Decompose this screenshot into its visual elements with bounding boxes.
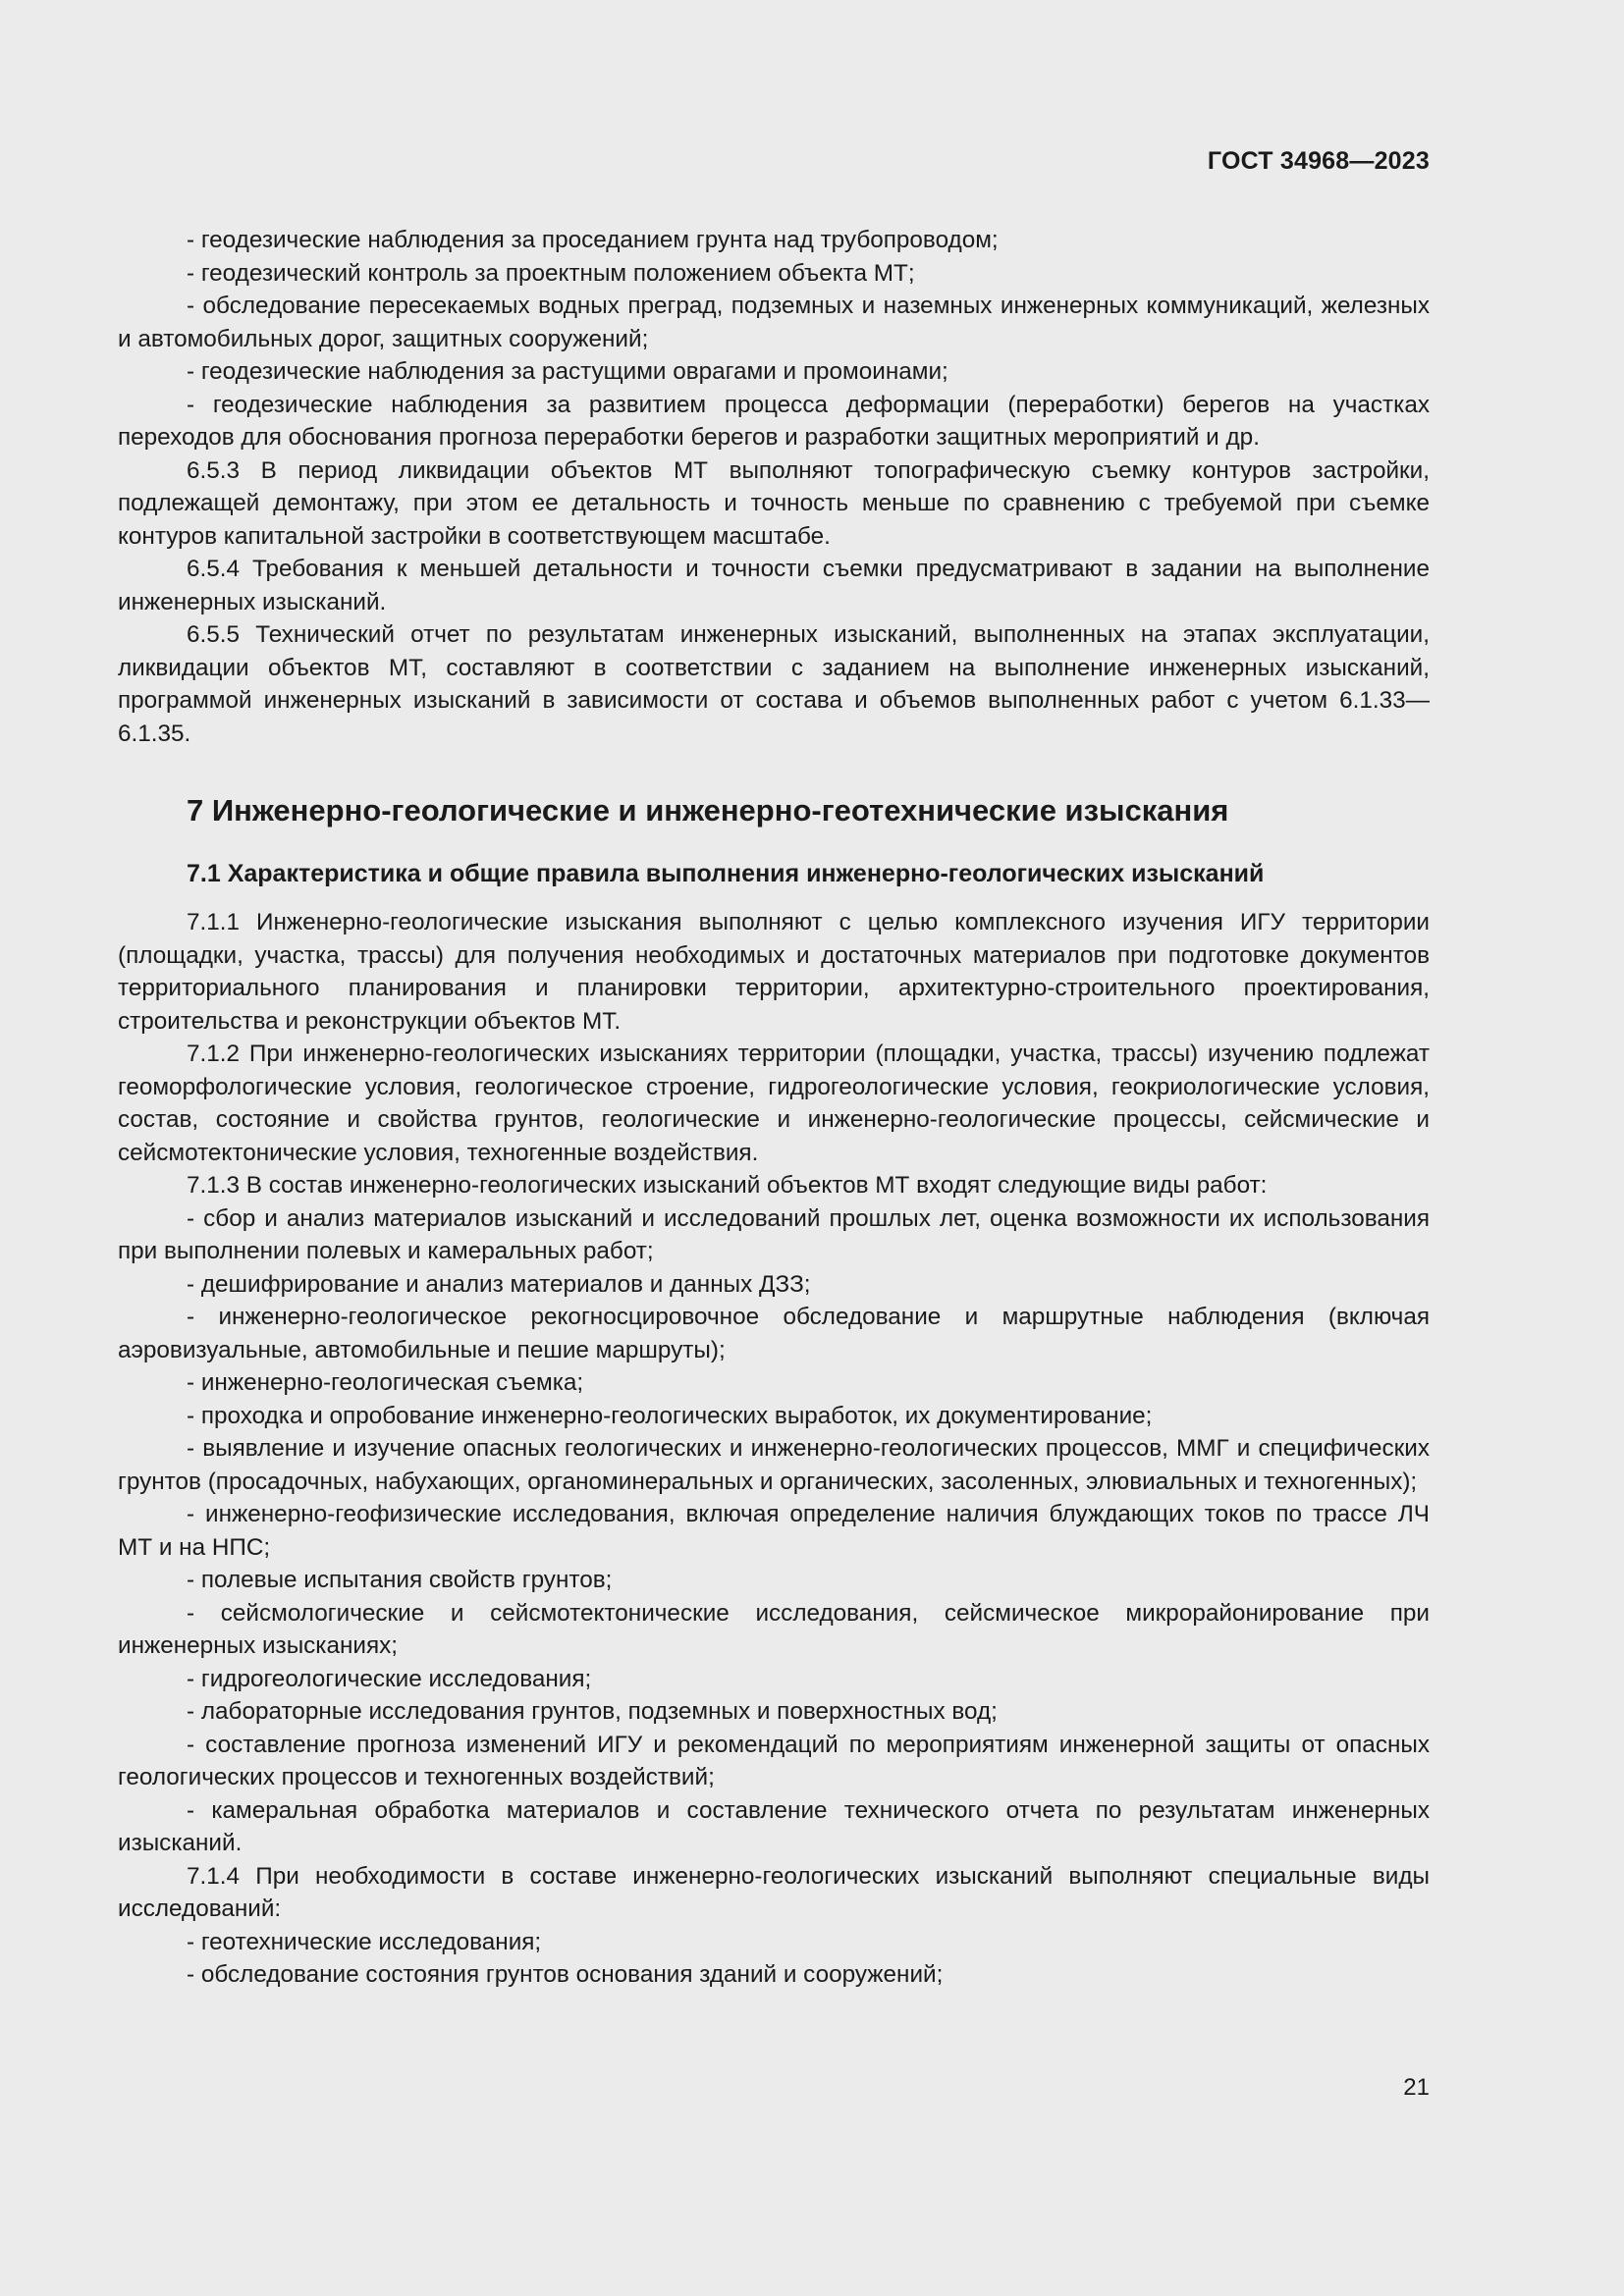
list-item: - дешифрирование и анализ материалов и данных ДЗЗ; bbox=[187, 1270, 811, 1298]
list-item: - камеральная обработка материалов и составление технического отчета по результатам инженерных изысканий. bbox=[118, 1796, 1430, 1856]
paragraph-7-1-2: 7.1.2 При инженерно-геологических изысканиях территории (площадки, участка, трассы) изучению подлежат геоморфологические условия, геологическое строение, гидрогеологические условия, геокриологические условия, состав, состояние и свойства грунтов, геологические и инженерно-геологические процессы, сейсмические и сейсмотектонические условия, техногенные воздействия. bbox=[118, 1041, 1430, 1166]
list-item: - проходка и опробование инженерно-геологических выработок, их документирование; bbox=[187, 1402, 1153, 1429]
list-item: - инженерно-геологическая съемка; bbox=[187, 1369, 584, 1396]
document-body bbox=[118, 224, 1430, 1992]
list-item: - инженерно-геологическое рекогносцировочное обследование и маршрутные наблюдения (включая аэровизуальные, автомобильные и пешие маршруты); bbox=[118, 1304, 1430, 1363]
paragraph-7-1-1: 7.1.1 Инженерно-геологические изыскания выполняют с целью комплексного изучения ИГУ территории (площадки, участка, трассы) для получения необходимых и достаточных материалов при подготовке документов территориального планирования и планировки территории, архитектурно-строительного проектирования, строительства и реконструкции объектов МТ. bbox=[118, 909, 1430, 1035]
document-header: ГОСТ 34968—2023 bbox=[1207, 147, 1430, 175]
list-item: - геодезический контроль за проектным положением объекта МТ; bbox=[187, 259, 915, 287]
list-item: - обследование пересекаемых водных преград, подземных и наземных инженерных коммуникаций, железных и автомобильных дорог, защитных сооружений; bbox=[118, 293, 1430, 352]
list-item: - сбор и анализ материалов изысканий и исследований прошлых лет, оценка возможности их использования при выполнении полевых и камеральных работ; bbox=[118, 1204, 1430, 1264]
paragraph-6-5-4: 6.5.4 Требования к меньшей детальности и точности съемки предусматривают в задании на выполнение инженерных изысканий. bbox=[118, 556, 1430, 615]
paragraph-7-1-3: 7.1.3 В состав инженерно-геологических изысканий объектов МТ входят следующие виды работ: bbox=[187, 1172, 1268, 1199]
paragraph-7-1-4: 7.1.4 При необходимости в составе инженерно-геологических изысканий выполняют специальные виды исследований: bbox=[118, 1862, 1430, 1922]
list-item: - инженерно-геофизические исследования, включая определение наличия блуждающих токов по трассе ЛЧ МТ и на НПС; bbox=[118, 1501, 1430, 1561]
list-item: - геодезические наблюдения за растущими оврагами и промоинами; bbox=[187, 358, 948, 385]
list-item: - составление прогноза изменений ИГУ и рекомендаций по мероприятиям инженерной защиты от опасных геологических процессов и техногенных воздействий; bbox=[118, 1731, 1430, 1790]
list-item: - геодезические наблюдения за проседанием грунта над трубопроводом; bbox=[187, 227, 999, 253]
paragraph-6-5-5: 6.5.5 Технический отчет по результатам инженерных изысканий, выполненных на этапах эксплуатации, ликвидации объектов МТ, составляют в соответствии с заданием на выполнение инженерных изысканий, программой инженерных изысканий в зависимости от состава и объемов выполненных работ с учетом 6.1.33—6.1.35. bbox=[118, 621, 1430, 747]
list-item: - выявление и изучение опасных геологических и инженерно-геологических процессов, ММГ и специфических грунтов (просадочных, набухающих, органоминеральных и органических, засоленных, элювиальных и техногенных); bbox=[118, 1435, 1430, 1495]
paragraph-6-5-3: 6.5.3 В период ликвидации объектов МТ выполняют топографическую съемку контуров застройки, подлежащей демонтажу, при этом ее детальность и точность меньше по сравнению с требуемой при съемке контуров капитальной застройки в соответствующем масштабе. bbox=[118, 456, 1430, 550]
list-item: - лабораторные исследования грунтов, подземных и поверхностных вод; bbox=[187, 1698, 998, 1725]
list-item: - геодезические наблюдения за развитием процесса деформации (переработки) берегов на участках переходов для обоснования прогноза переработки берегов и разработки защитных мероприятий и др. bbox=[118, 391, 1430, 451]
list-item: - обследование состояния грунтов основания зданий и сооружений; bbox=[187, 1961, 944, 1988]
page-number: 21 bbox=[1403, 2074, 1430, 2101]
list-item: - гидрогеологические исследования; bbox=[187, 1665, 592, 1692]
list-item: - сейсмологические и сейсмотектонические исследования, сейсмическое микрорайонирование при инженерных изысканиях; bbox=[118, 1599, 1430, 1659]
subsection-7-1-title: 7.1 Характеристика и общие правила выполнения инженерно-геологических изысканий bbox=[187, 860, 1265, 887]
section-7-title: 7 Инженерно-геологические и инженерно-геотехнические изыскания bbox=[187, 793, 1229, 828]
list-item: - полевые испытания свойств грунтов; bbox=[187, 1567, 613, 1593]
list-item: - геотехнические исследования; bbox=[187, 1928, 542, 1955]
